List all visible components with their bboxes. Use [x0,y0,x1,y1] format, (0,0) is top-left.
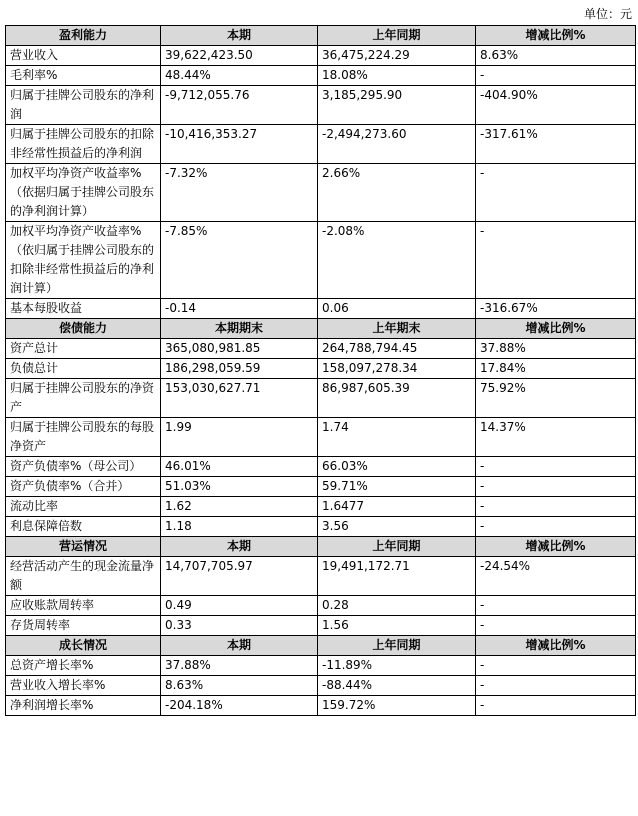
cell-current: 8.63% [161,676,318,696]
cell-metric: 应收账款周转率 [6,596,161,616]
header-cell-previous: 上年期末 [318,319,476,339]
cell-current: -10,416,353.27 [161,125,318,164]
cell-metric: 归属于挂牌公司股东的净资产 [6,379,161,418]
cell-previous: 0.06 [318,299,476,319]
cell-change: 14.37% [476,418,636,457]
cell-current: -9,712,055.76 [161,86,318,125]
table-row [6,676,636,696]
cell-change: - [476,457,636,477]
table-row [6,299,636,319]
header-cell-change: 增减比例% [476,636,636,656]
unit-label: 单位：元 [583,7,632,21]
cell-metric: 经营活动产生的现金流量净额 [6,557,161,596]
cell-change: - [476,164,636,222]
cell-change: - [476,497,636,517]
cell-change: - [476,656,636,676]
table-row [6,497,636,517]
cell-previous: -2,494,273.60 [318,125,476,164]
table-row [6,457,636,477]
cell-current: -7.85% [161,222,318,299]
table-row [6,596,636,616]
cell-previous: 159.72% [318,696,476,716]
table-row [6,359,636,379]
cell-change: - [476,517,636,537]
cell-current: -7.32% [161,164,318,222]
cell-previous: 264,788,794.45 [318,339,476,359]
cell-previous: -2.08% [318,222,476,299]
header-cell-change: 增减比例% [476,319,636,339]
cell-previous: 1.74 [318,418,476,457]
cell-change: 75.92% [476,379,636,418]
cell-change: -404.90% [476,86,636,125]
cell-current: 51.03% [161,477,318,497]
header-cell-current: 本期 [161,537,318,557]
cell-metric: 资产负债率%（母公司） [6,457,161,477]
table-row [6,66,636,86]
cell-current: 37.88% [161,656,318,676]
header-cell-previous: 上年同期 [318,636,476,656]
cell-change: - [476,696,636,716]
cell-change: 17.84% [476,359,636,379]
cell-current: 1.18 [161,517,318,537]
table-row [6,696,636,716]
cell-change: - [476,616,636,636]
cell-metric: 流动比率 [6,497,161,517]
cell-metric: 营业收入增长率% [6,676,161,696]
cell-change: 8.63% [476,46,636,66]
table-row [6,616,636,636]
cell-metric: 归属于挂牌公司股东的扣除非经常性损益后的净利润 [6,125,161,164]
table-row [6,222,636,299]
header-cell-previous: 上年同期 [318,537,476,557]
cell-previous: -11.89% [318,656,476,676]
cell-previous: 0.28 [318,596,476,616]
cell-current: 46.01% [161,457,318,477]
cell-change: -24.54% [476,557,636,596]
cell-current: 48.44% [161,66,318,86]
cell-current: 1.62 [161,497,318,517]
cell-change: -316.67% [476,299,636,319]
cell-previous: 2.66% [318,164,476,222]
cell-metric: 存货周转率 [6,616,161,636]
cell-current: 0.33 [161,616,318,636]
cell-change: - [476,477,636,497]
section-header-row [6,537,636,557]
cell-current: -0.14 [161,299,318,319]
header-cell-metric: 营运情况 [6,537,161,557]
header-cell-metric: 成长情况 [6,636,161,656]
header-cell-change: 增减比例% [476,537,636,557]
cell-previous: 19,491,172.71 [318,557,476,596]
header-cell-metric: 盈利能力 [6,26,161,46]
cell-current: -204.18% [161,696,318,716]
cell-previous: 59.71% [318,477,476,497]
cell-previous: 1.6477 [318,497,476,517]
cell-current: 0.49 [161,596,318,616]
cell-previous: 86,987,605.39 [318,379,476,418]
header-cell-previous: 上年同期 [318,26,476,46]
cell-change: - [476,66,636,86]
header-cell-metric: 偿债能力 [6,319,161,339]
section-header-row [6,26,636,46]
cell-metric: 归属于挂牌公司股东的每股净资产 [6,418,161,457]
table-row [6,46,636,66]
cell-previous: -88.44% [318,676,476,696]
section-header-row [6,636,636,656]
cell-metric: 加权平均净资产收益率%（依归属于挂牌公司股东的扣除非经常性损益后的净利润计算） [6,222,161,299]
header-cell-current: 本期 [161,26,318,46]
cell-previous: 3.56 [318,517,476,537]
cell-change: - [476,596,636,616]
cell-metric: 资产总计 [6,339,161,359]
financial-indicators-table [5,25,636,716]
cell-change: - [476,222,636,299]
table-row [6,339,636,359]
cell-current: 1.99 [161,418,318,457]
table-row [6,517,636,537]
cell-metric: 净利润增长率% [6,696,161,716]
table-row [6,86,636,125]
cell-metric: 加权平均净资产收益率%（依据归属于挂牌公司股东的净利润计算） [6,164,161,222]
cell-previous: 66.03% [318,457,476,477]
table-row [6,164,636,222]
cell-previous: 158,097,278.34 [318,359,476,379]
section-header-row [6,319,636,339]
cell-metric: 资产负债率%（合并） [6,477,161,497]
table-row [6,418,636,457]
table-row [6,125,636,164]
cell-metric: 负债总计 [6,359,161,379]
cell-previous: 3,185,295.90 [318,86,476,125]
header-cell-change: 增减比例% [476,26,636,46]
cell-current: 14,707,705.97 [161,557,318,596]
cell-metric: 营业收入 [6,46,161,66]
cell-change: - [476,676,636,696]
cell-metric: 基本每股收益 [6,299,161,319]
table-row [6,379,636,418]
cell-previous: 18.08% [318,66,476,86]
cell-change: -317.61% [476,125,636,164]
cell-previous: 1.56 [318,616,476,636]
table-row [6,477,636,497]
cell-metric: 利息保障倍数 [6,517,161,537]
header-cell-current: 本期期末 [161,319,318,339]
cell-current: 186,298,059.59 [161,359,318,379]
table-row [6,656,636,676]
header-cell-current: 本期 [161,636,318,656]
cell-metric: 总资产增长率% [6,656,161,676]
cell-previous: 36,475,224.29 [318,46,476,66]
cell-current: 39,622,423.50 [161,46,318,66]
cell-change: 37.88% [476,339,636,359]
cell-current: 365,080,981.85 [161,339,318,359]
cell-current: 153,030,627.71 [161,379,318,418]
cell-metric: 毛利率% [6,66,161,86]
table-row [6,557,636,596]
cell-metric: 归属于挂牌公司股东的净利润 [6,86,161,125]
